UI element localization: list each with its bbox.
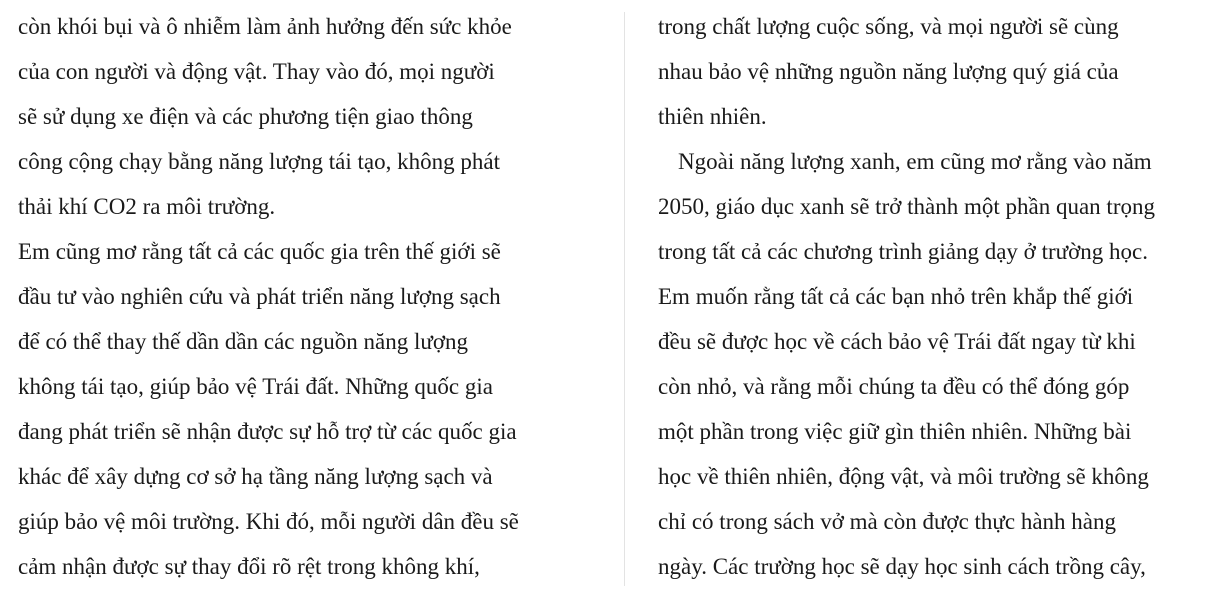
text-line: khác để xây dựng cơ sở hạ tầng năng lượng sạch và bbox=[18, 464, 493, 489]
right-text-column bbox=[658, 4, 1219, 589]
text-line: ngày. Các trường học sẽ dạy học sinh cách trồng cây, bbox=[658, 554, 1146, 579]
text-line: cảm nhận được sự thay đổi rõ rệt trong không khí, bbox=[18, 554, 480, 579]
text-line: giúp bảo vệ môi trường. Khi đó, mỗi người dân đều sẽ bbox=[18, 509, 519, 534]
text-line: công cộng chạy bằng năng lượng tái tạo, không phát bbox=[18, 149, 500, 174]
text-line: chỉ có trong sách vở mà còn được thực hành hàng bbox=[658, 509, 1117, 534]
text-line: thải khí CO2 ra môi trường. bbox=[18, 194, 276, 219]
left-text-column bbox=[18, 4, 608, 589]
column-divider bbox=[624, 12, 625, 586]
text-line: còn nhỏ, và rằng mỗi chúng ta đều có thể đóng góp bbox=[658, 374, 1130, 399]
text-line: một phần trong việc giữ gìn thiên nhiên. Những bài bbox=[658, 419, 1132, 444]
text-line: còn khói bụi và ô nhiễm làm ảnh hưởng đến sức khỏe bbox=[18, 14, 512, 39]
text-line: học về thiên nhiên, động vật, và môi trường sẽ không bbox=[658, 464, 1149, 489]
text-line: để có thể thay thế dần dần các nguồn năng lượng bbox=[18, 329, 468, 354]
text-line: Em muốn rằng tất cả các bạn nhỏ trên khắp thế giới bbox=[658, 284, 1134, 309]
text-line: 2050, giáo dục xanh sẽ trở thành một phần quan trọng bbox=[658, 194, 1155, 219]
text-line: của con người và động vật. Thay vào đó, mọi người bbox=[18, 59, 495, 84]
paragraph-start-line: Em cũng mơ rằng tất cả các quốc gia trên thế giới sẽ bbox=[18, 239, 501, 264]
text-line: đang phát triển sẽ nhận được sự hỗ trợ từ các quốc gia bbox=[18, 419, 517, 444]
text-line: đều sẽ được học về cách bảo vệ Trái đất ngay từ khi bbox=[658, 329, 1136, 354]
paragraph-start-line: Ngoài năng lượng xanh, em cũng mơ rằng vào năm bbox=[678, 149, 1152, 174]
text-line: sẽ sử dụng xe điện và các phương tiện giao thông bbox=[18, 104, 473, 129]
text-line: đầu tư vào nghiên cứu và phát triển năng lượng sạch bbox=[18, 284, 501, 309]
text-line: trong chất lượng cuộc sống, và mọi người sẽ cùng bbox=[658, 14, 1119, 39]
text-line: trong tất cả các chương trình giảng dạy ở trường học. bbox=[658, 239, 1148, 264]
text-line: nhau bảo vệ những nguồn năng lượng quý giá của bbox=[658, 59, 1119, 84]
text-line: thiên nhiên. bbox=[658, 104, 767, 129]
text-line: không tái tạo, giúp bảo vệ Trái đất. Những quốc gia bbox=[18, 374, 493, 399]
